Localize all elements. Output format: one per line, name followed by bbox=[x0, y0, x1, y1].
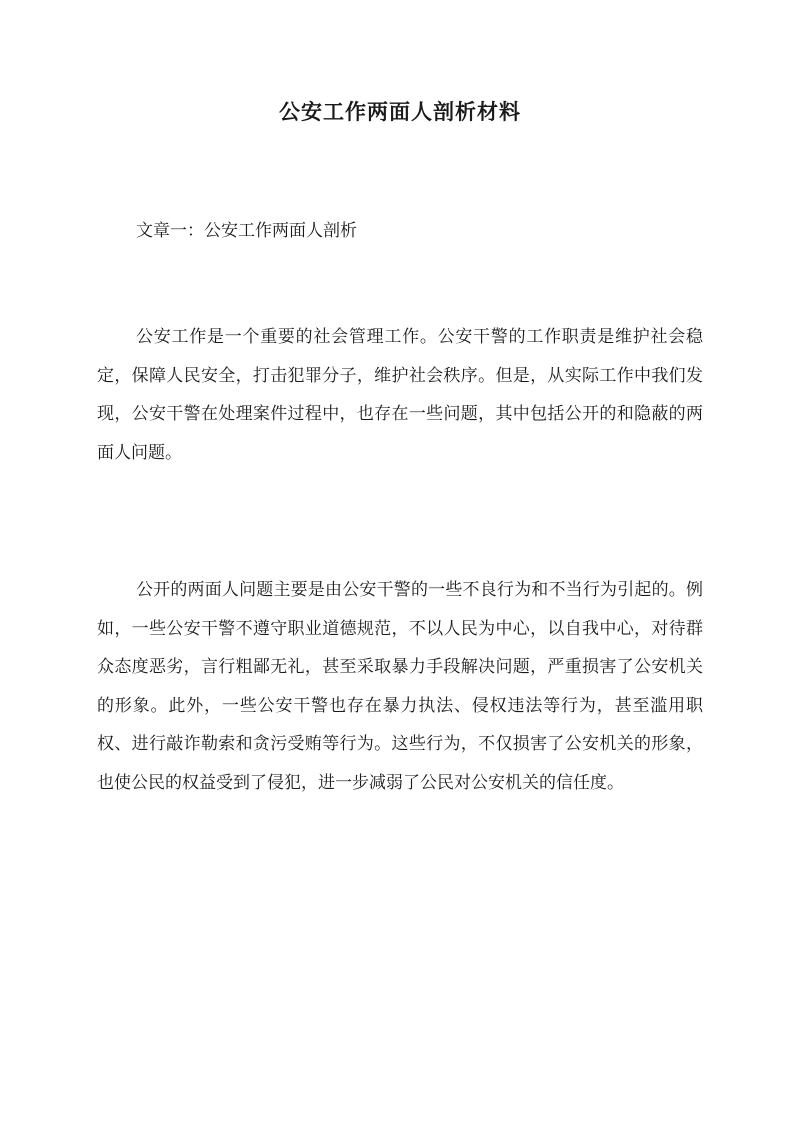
document-title: 公安工作两面人剖析材料 bbox=[279, 99, 521, 124]
paragraph-2: 公开的两面人问题主要是由公安干警的一些不良行为和不当行为引起的。例如，一些公安干警不遵守职业道德规范，不以人民为中心，以自我中心，对待群众态度恶劣，言行粗鄙无礼，甚至采取暴力手段解决问题，严重损害了公安机关的形象。此外，一些公安干警也存在暴力执法、侵权违法等行为，甚至滥用职权、进行敲诈勒索和贪污受贿等行为。这些行为，不仅损害了公安机关的形象，也使公民的权益受到了侵犯，进一步减弱了公民对公安机关的信任度。 bbox=[97, 580, 703, 793]
article-subtitle: 文章一：公安工作两面人剖析 bbox=[136, 221, 357, 241]
paragraph-1: 公安工作是一个重要的社会管理工作。公安干警的工作职责是维护社会稳定，保障人民安全，打击犯罪分子，维护社会秩序。但是，从实际工作中我们发现，公安干警在处理案件过程中，也存在一些问题，其中包括公开的和隐蔽的两面人问题。 bbox=[97, 327, 703, 463]
